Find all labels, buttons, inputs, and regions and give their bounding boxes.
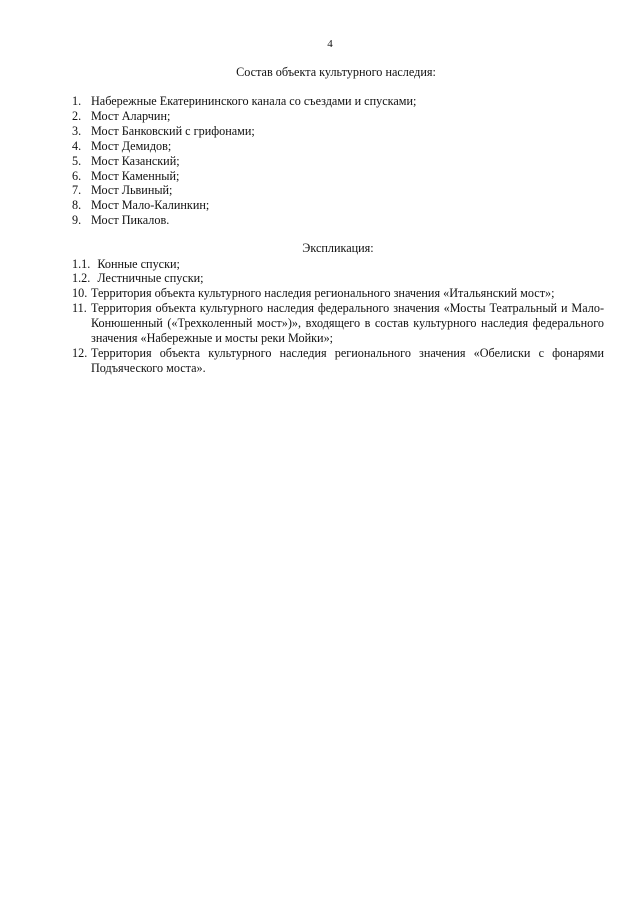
- list-item: [72, 286, 604, 301]
- list-item: [72, 94, 604, 109]
- list-item-number: 5.: [72, 154, 82, 168]
- list-item-text: Мост Львиный;: [91, 183, 173, 197]
- page-number: 4: [327, 38, 333, 50]
- list-item-text: Конные спуски;: [97, 257, 180, 271]
- list-item: [72, 183, 604, 198]
- list-item-text: Территория объекта культурного наследия регионального значения «Итальянский мост»;: [91, 286, 555, 300]
- list-item-text: Мост Пикалов.: [91, 213, 170, 227]
- list-item-text: Набережные Екатерининского канала со съездами и спусками;: [91, 94, 417, 108]
- list-item-number: 2.: [72, 109, 82, 123]
- list-item-text: Мост Казанский;: [91, 154, 180, 168]
- list-item-text: Мост Каменный;: [91, 169, 180, 183]
- list-item-number: 11.: [72, 301, 87, 315]
- list-item-number: 4.: [72, 139, 82, 153]
- list-item-text: Территория объекта культурного наследия регионального значения «Обелиски с фонарями Подъяческого моста».: [91, 346, 604, 375]
- list-item-number: 1.1.: [72, 257, 91, 271]
- explication-heading: Экспликация:: [302, 241, 374, 255]
- list-item-number: 8.: [72, 198, 82, 212]
- list-item: [72, 139, 604, 154]
- list-item: [72, 154, 604, 169]
- list-item-text: Лестничные спуски;: [97, 271, 204, 285]
- list-item: [72, 271, 604, 286]
- list-item: [72, 346, 604, 376]
- list-item-number: 7.: [72, 183, 82, 197]
- list-item-text: Территория объекта культурного наследия федерального значения «Мосты Театральный и Мало-Конюшенный («Трехколенный мост»)», входящего в состав культурного наследия федерального значения «Набережные и мосты реки Мойки»;: [91, 301, 604, 345]
- list-item-text: Мост Банковский с грифонами;: [91, 124, 255, 138]
- list-item-text: Мост Аларчин;: [91, 109, 171, 123]
- list-item: [72, 109, 604, 124]
- list-item-number: 10.: [72, 286, 88, 300]
- composition-heading: Состав объекта культурного наследия:: [236, 65, 436, 79]
- list-item-number: 1.2.: [72, 271, 91, 285]
- list-item: [72, 213, 604, 228]
- list-item: [72, 301, 604, 345]
- list-item-number: 3.: [72, 124, 82, 138]
- list-item: [72, 198, 604, 213]
- list-item-number: 12.: [72, 346, 88, 360]
- list-item-text: Мост Мало-Калинкин;: [91, 198, 210, 212]
- list-item-text: Мост Демидов;: [91, 139, 172, 153]
- list-item: [72, 257, 604, 272]
- list-item-number: 6.: [72, 169, 82, 183]
- list-item: [72, 124, 604, 139]
- list-item-number: 1.: [72, 94, 82, 108]
- list-item-number: 9.: [72, 213, 82, 227]
- list-item: [72, 169, 604, 184]
